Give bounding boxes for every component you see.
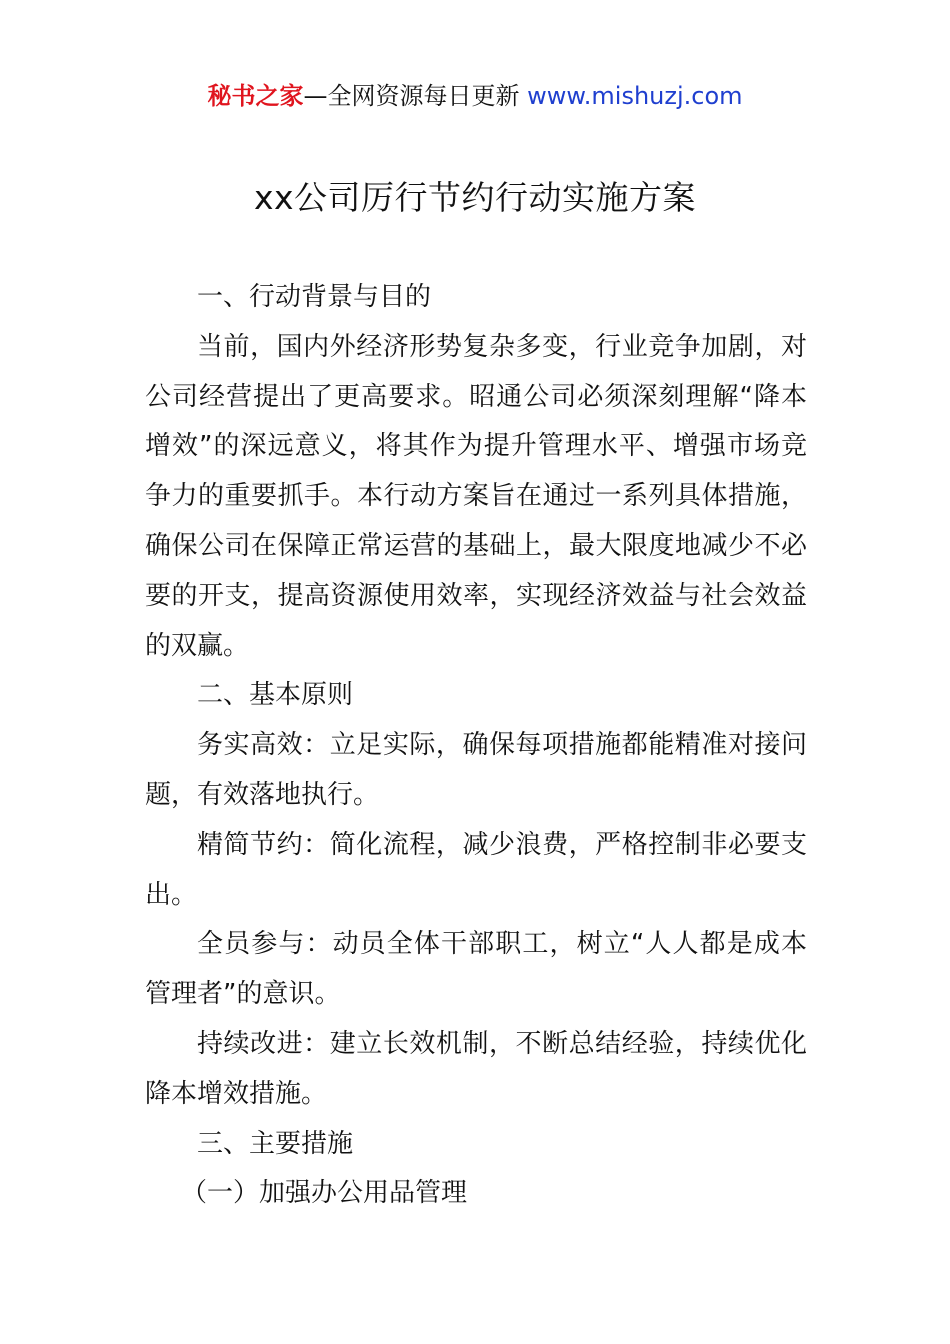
principle-frugal: 精简节约：简化流程，减少浪费，严格控制非必要支出。: [145, 829, 807, 910]
site-header: [0, 80, 950, 112]
paragraph-background: 当前，国内外经济形势复杂多变，行业竞争加剧，对公司经营提出了更高要求。昭通公司必须深刻理解“降本增效”的深远意义，将其作为提升管理水平、增强市场竞争力的重要抓手。本行动方案旨在通过一系列具体措施，确保公司在保障正常运营的基础上，最大限度地减少不必要的开支，提高资源使用效率，实现经济效益与社会效益的双赢。: [145, 331, 807, 661]
principle-practical: 务实高效：立足实际，确保每项措施都能精准对接问题，有效落地执行。: [145, 730, 807, 810]
document-title: xx公司厉行节约行动实施方案: [253, 178, 697, 217]
principle-improvement: 持续改进：建立长效机制，不断总结经验，持续优化降本增效措施。: [145, 1028, 807, 1109]
section-heading-principles: 二、基本原则: [197, 680, 354, 711]
principle-participation: 全员参与：动员全体干部职工，树立“人人都是成本管理者”的意识。: [145, 929, 807, 1010]
site-slogan: —全网资源每日更新: [303, 82, 528, 110]
site-url-link[interactable]: www.mishuzj.com: [527, 82, 743, 110]
subsection-heading-office-supplies: （一）加强办公用品管理: [181, 1178, 468, 1209]
section-heading-measures: 三、主要措施: [197, 1128, 354, 1159]
document-body: [145, 273, 807, 1219]
section-heading-background: 一、行动背景与目的: [197, 282, 432, 312]
site-brand: 秘书之家: [207, 82, 304, 110]
